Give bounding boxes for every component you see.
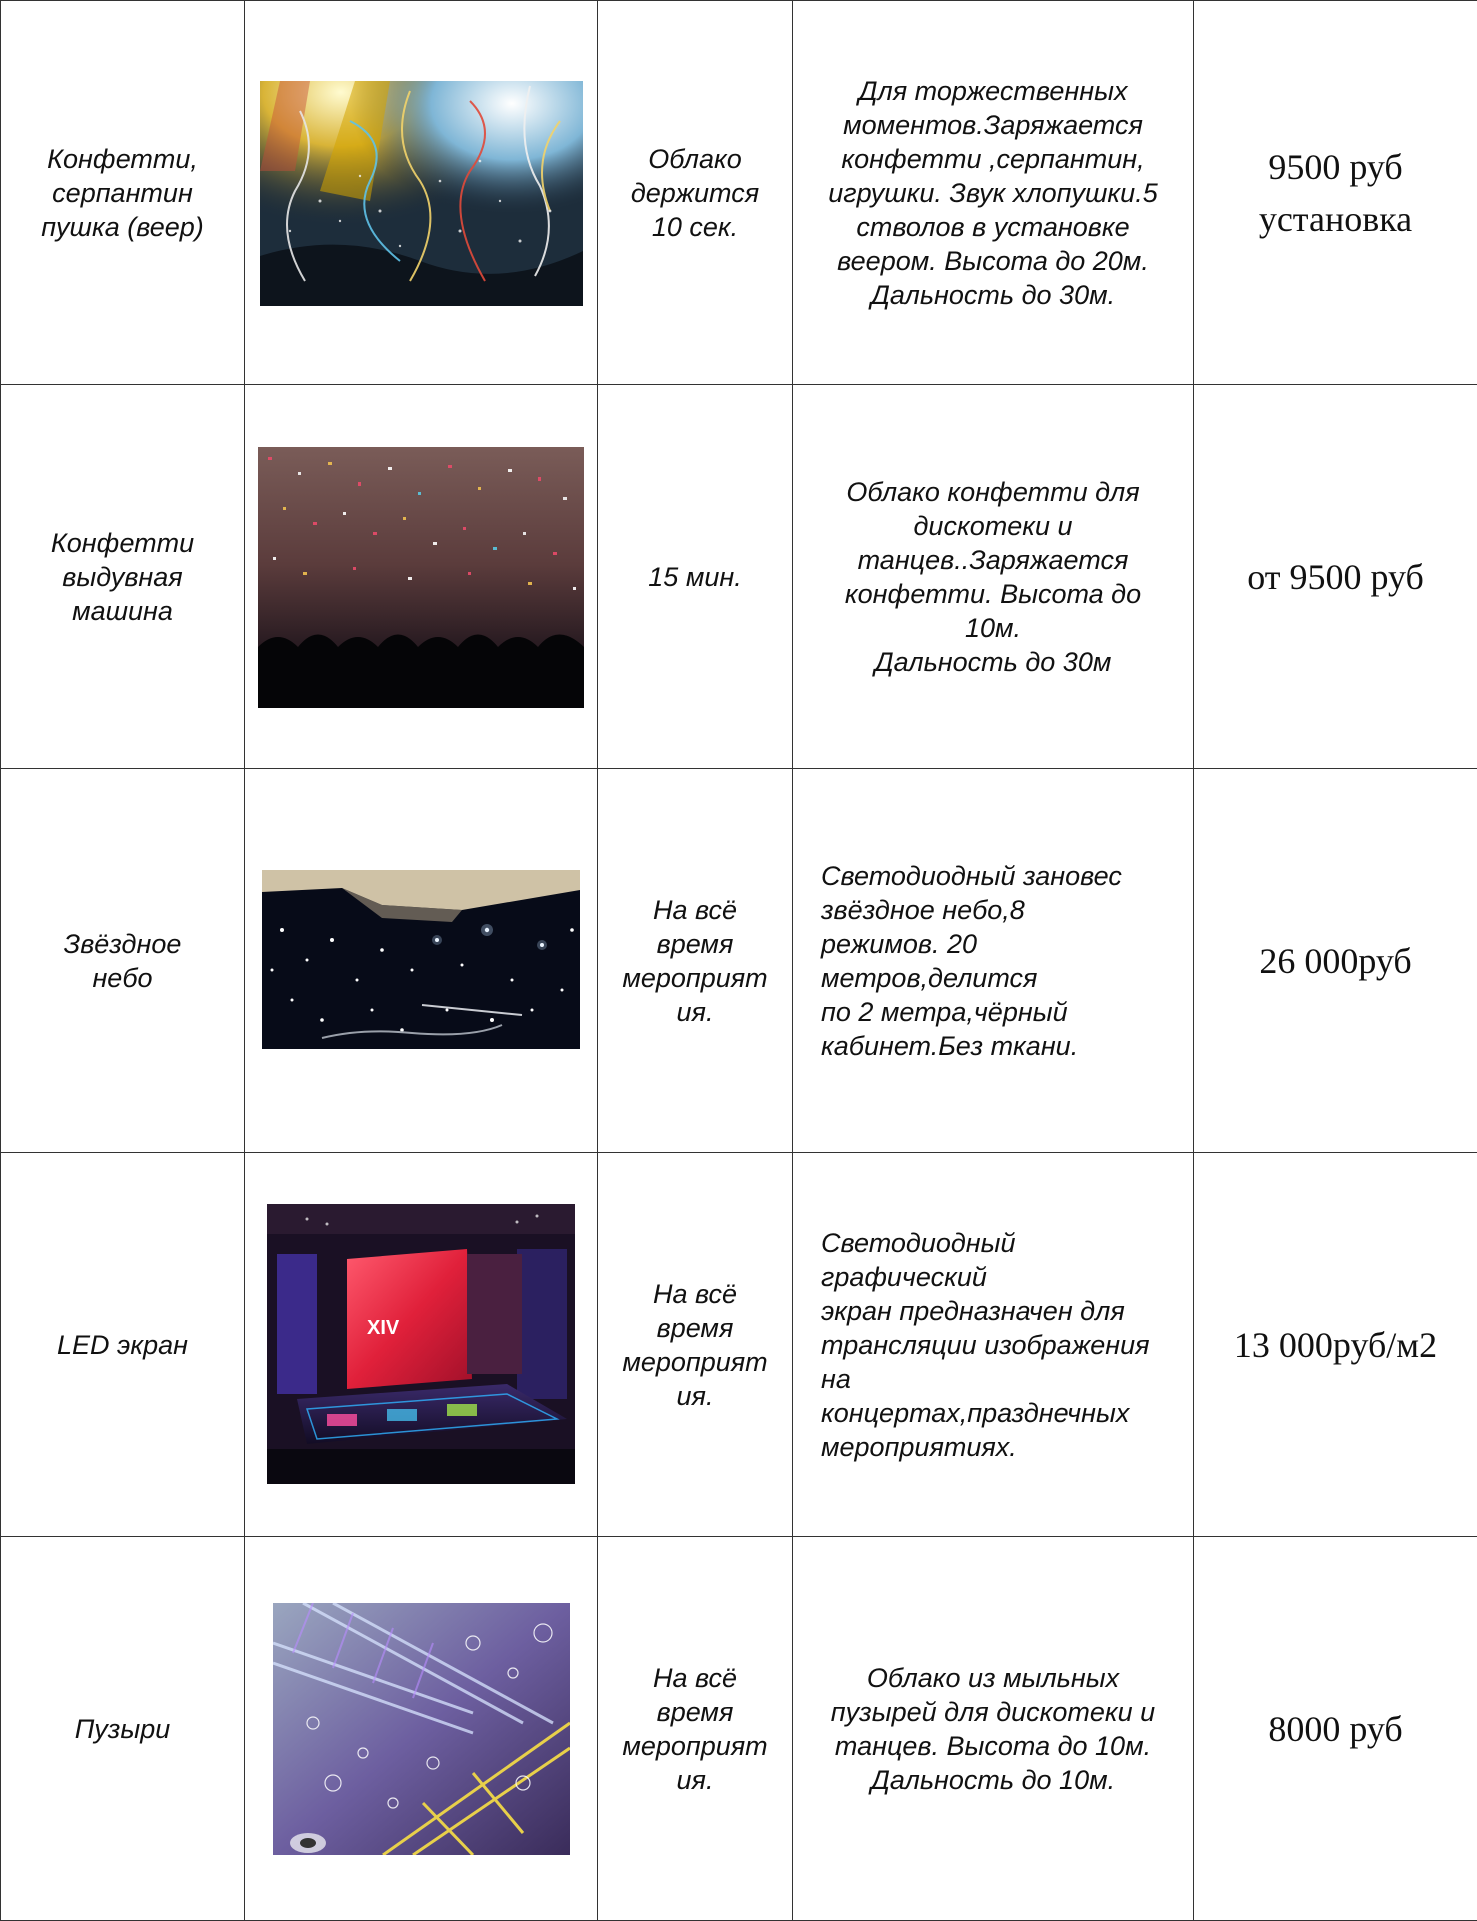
led-screen-text: XIV — [367, 1317, 400, 1339]
service-image-cell — [245, 1, 598, 385]
price-cell — [1194, 769, 1477, 1153]
price-cell — [1194, 385, 1477, 769]
service-image-cell — [245, 1153, 598, 1537]
duration-cell — [598, 769, 793, 1153]
service-name-cell — [1, 769, 245, 1153]
price-cell — [1194, 1153, 1477, 1537]
duration-text: На всё время мероприят ия. — [598, 1277, 792, 1413]
description-cell — [793, 1153, 1194, 1537]
price-text: от 9500 руб — [1194, 551, 1477, 603]
duration-cell — [598, 1537, 793, 1921]
table-row — [1, 1537, 1477, 1921]
table-row — [1, 1153, 1477, 1537]
description-cell — [793, 385, 1194, 769]
description-text: Облако конфетти для дискотеки и танцев..Заряжается конфетти. Высота до 10м. Дальность до 30м — [793, 475, 1193, 679]
duration-text: 15 мин. — [598, 560, 792, 594]
service-image-cell — [245, 385, 598, 769]
description-text: Облако из мыльных пузырей для дискотеки и танцев. Высота до 10м. Дальность до 10м. — [793, 1661, 1193, 1797]
description-cell — [793, 1, 1194, 385]
confetti-blower-photo — [258, 447, 584, 708]
duration-text: На всё время мероприят ия. — [598, 1661, 792, 1797]
service-name-cell — [1, 1, 245, 385]
service-image-cell — [245, 769, 598, 1153]
service-name: Пузыри — [1, 1712, 244, 1746]
duration-cell — [598, 385, 793, 769]
service-name-cell — [1, 1153, 245, 1537]
table-row — [1, 769, 1477, 1153]
price-text: 9500 руб установка — [1194, 141, 1477, 245]
led-screen-photo — [267, 1204, 575, 1484]
service-name: Конфетти выдувная машина — [1, 526, 244, 628]
price-text: 13 000руб/м2 — [1194, 1319, 1477, 1371]
price-cell — [1194, 1, 1477, 385]
table-row — [1, 1, 1477, 385]
description-cell — [793, 769, 1194, 1153]
duration-cell — [598, 1153, 793, 1537]
service-name-cell — [1, 1537, 245, 1921]
description-text: Для торжественных моментов.Заряжается конфетти ,серпантин, игрушки. Звук хлопушки.5 стволов в установке веером. Высота до 20м. Дальность до 30м. — [793, 74, 1193, 312]
description-cell — [793, 1537, 1194, 1921]
service-name: Звёздное небо — [1, 927, 244, 995]
price-cell — [1194, 1537, 1477, 1921]
price-text: 8000 руб — [1194, 1703, 1477, 1755]
confetti-cannon-photo — [260, 81, 583, 306]
duration-cell — [598, 1, 793, 385]
duration-text: На всё время мероприят ия. — [598, 893, 792, 1029]
description-text: Светодиодный занoвес звёздное небо,8 режимов. 20 метров,делится по 2 метра,чёрный кабинет.Без ткани. — [793, 859, 1193, 1063]
starry-sky-photo — [262, 870, 580, 1049]
duration-text: Облако держится 10 сек. — [598, 142, 792, 244]
bubbles-photo — [273, 1603, 570, 1855]
service-image-cell — [245, 1537, 598, 1921]
service-name: Конфетти, серпантин пушка (веер) — [1, 142, 244, 244]
description-text: Светодиодный графический экран предназначен для трансляции изображения на концертах,празднечных мероприятиях. — [793, 1226, 1193, 1464]
service-name: LED экран — [1, 1328, 244, 1362]
service-name-cell — [1, 385, 245, 769]
table-row — [1, 385, 1477, 769]
price-text: 26 000руб — [1194, 935, 1477, 987]
